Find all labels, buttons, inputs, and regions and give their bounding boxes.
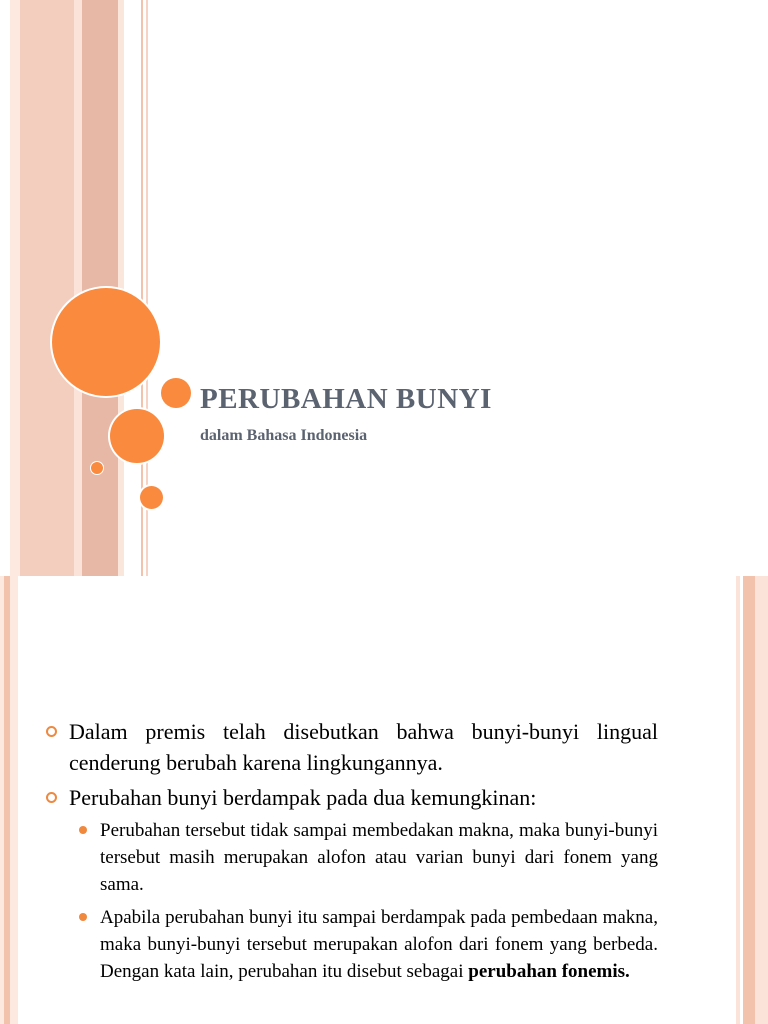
- bullet-text: Dalam premis telah disebutkan bahwa bunyi-bunyi lingual cenderung berubah karena lingkungannya.: [69, 719, 658, 775]
- ring-bullet-icon: [46, 726, 57, 737]
- decor-stripe: [10, 0, 20, 576]
- decor-stripe: [118, 0, 124, 576]
- decor-circle-medium: [110, 409, 164, 463]
- decor-stripe: [736, 576, 740, 1024]
- decor-stripe: [755, 576, 768, 1024]
- content-slide: [0, 576, 768, 1024]
- dot-bullet-icon: [79, 826, 87, 834]
- list-item: [46, 716, 658, 778]
- ring-bullet-icon: [46, 792, 57, 803]
- bullet-text: Perubahan bunyi berdampak pada dua kemungkinan:: [69, 785, 537, 810]
- decor-stripe: [20, 0, 74, 576]
- bullet-list: [46, 716, 658, 991]
- sub-bullet-bold-text: perubahan fonemis.: [468, 961, 630, 982]
- sub-list-item: [77, 904, 658, 985]
- decor-stripe: [10, 576, 18, 1024]
- decor-circle-large: [52, 288, 160, 396]
- slide-subtitle: dalam Bahasa Indonesia: [200, 427, 368, 444]
- sub-bullet-text: Apabila perubahan bunyi itu sampai berdampak pada pembedaan makna, maka bunyi-bunyi tersebut merupakan alofon dari fonem yang berbeda. Dengan kata lain, perubahan itu disebut sebagai: [100, 907, 658, 982]
- decor-circle-small: [161, 378, 191, 408]
- decor-circle-small: [140, 486, 163, 509]
- list-item: [46, 782, 658, 813]
- slide-title: PERUBAHAN BUNYI: [200, 383, 492, 415]
- decor-stripe: [743, 576, 755, 1024]
- sub-list-item: [77, 817, 658, 898]
- decor-stripe: [74, 0, 82, 576]
- decor-circle-tiny: [91, 462, 103, 474]
- sub-bullet-text: Perubahan tersebut tidak sampai membedakan makna, maka bunyi-bunyi tersebut masih merupakan alofon atau varian bunyi dari fonem yang sama.: [100, 820, 658, 895]
- dot-bullet-icon: [79, 913, 87, 921]
